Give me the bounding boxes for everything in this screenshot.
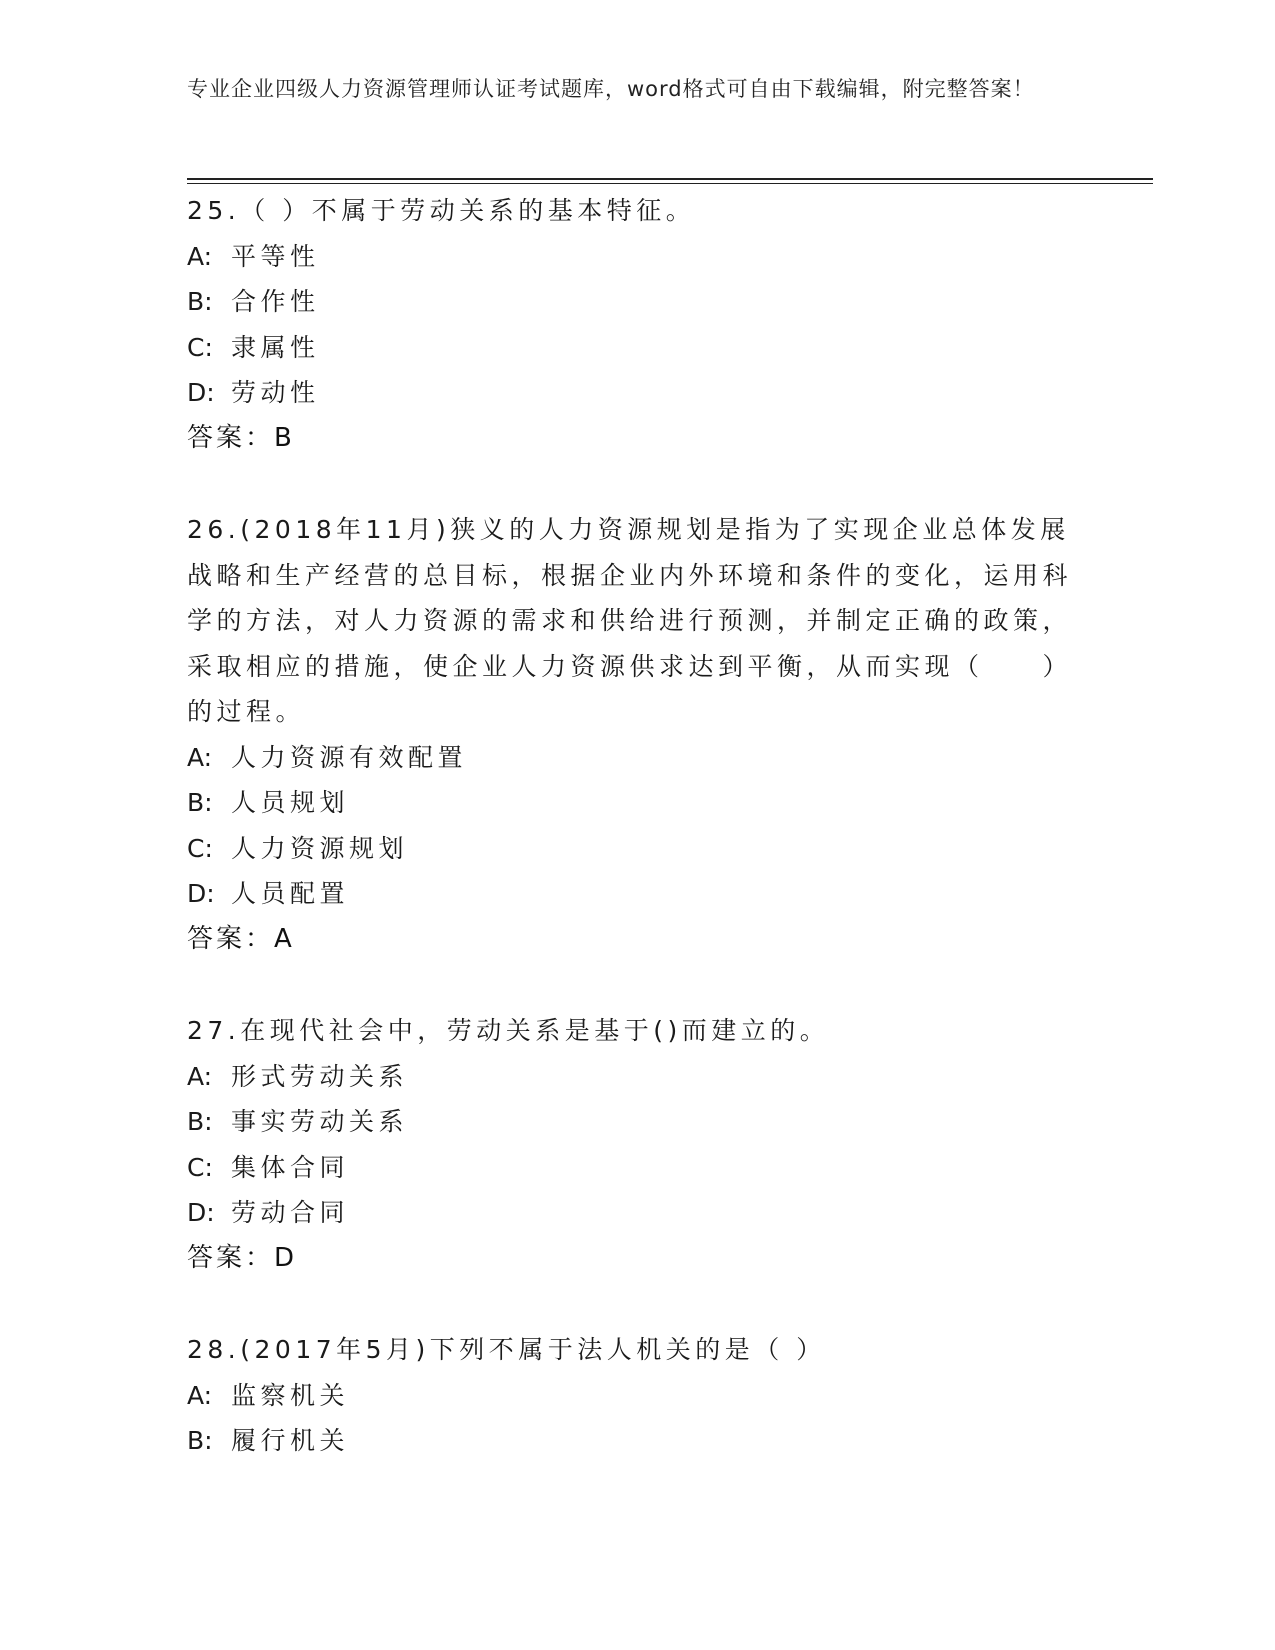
question-28 (187, 1327, 1087, 1464)
answer-line (187, 917, 1087, 963)
option-text: 隶属性 (231, 332, 320, 362)
option-text: 平等性 (231, 241, 320, 271)
option-text: 履行机关 (231, 1426, 350, 1455)
option-key: A: (187, 1061, 213, 1091)
option-key: B: (187, 1426, 213, 1455)
option-b (187, 780, 1087, 826)
option-a (187, 1054, 1087, 1100)
answer-value: B (274, 422, 292, 453)
option-key: A: (187, 742, 213, 772)
option-text: 形式劳动关系 (231, 1061, 409, 1091)
option-text: 合作性 (231, 287, 320, 316)
option-text: 事实劳动关系 (231, 1107, 409, 1136)
answer-value: A (274, 923, 292, 954)
option-key: B: (187, 788, 213, 817)
option-a (187, 234, 1087, 280)
question-26 (187, 507, 1087, 962)
option-d (187, 370, 1087, 416)
answer-value: D (274, 1242, 295, 1273)
option-key: A: (187, 241, 213, 271)
header-rule-thin (187, 183, 1153, 184)
option-b (187, 1099, 1087, 1145)
option-key: C: (187, 332, 213, 362)
option-key: C: (187, 1152, 213, 1182)
option-text: 人员规划 (231, 788, 350, 817)
option-key: B: (187, 1107, 213, 1136)
option-b (187, 279, 1087, 325)
answer-label: 答案： (187, 422, 275, 453)
option-text: 人员配置 (231, 879, 350, 908)
option-key: D: (187, 1198, 215, 1227)
option-key: D: (187, 879, 215, 908)
option-key: D: (187, 378, 215, 407)
question-27 (187, 1008, 1087, 1281)
option-a (187, 735, 1087, 781)
option-d (187, 1190, 1087, 1236)
option-text: 集体合同 (231, 1152, 350, 1182)
question-stem: 26.(2018年11月)狭义的人力资源规划是指为了实现企业总体发展战略和生产经营的总目标，根据企业内外环境和条件的变化，运用科学的方法，对人力资源的需求和供给进行预测，并制定正确的政策，采取相应的措施，使企业人力资源供求达到平衡，从而实现（ ）的过程。 (187, 515, 1073, 726)
option-c (187, 1145, 1087, 1191)
question-list (187, 188, 1087, 1510)
question-25 (187, 188, 1087, 461)
option-key: C: (187, 833, 213, 863)
option-d (187, 871, 1087, 917)
answer-line (187, 1236, 1087, 1282)
option-text: 劳动合同 (231, 1198, 350, 1227)
document-header: 专业企业四级人力资源管理师认证考试题库，word格式可自由下载编辑，附完整答案！ (187, 77, 1035, 101)
question-stem: 28.(2017年5月)下列不属于法人机关的是（ ） (187, 1335, 826, 1364)
option-c (187, 826, 1087, 872)
answer-label: 答案： (187, 1242, 275, 1273)
question-stem: 25.（ ）不属于劳动关系的基本特征。 (187, 196, 696, 225)
answer-label: 答案： (187, 923, 275, 954)
option-text: 人力资源有效配置 (231, 742, 468, 772)
option-text: 监察机关 (231, 1380, 350, 1410)
option-key: A: (187, 1380, 213, 1410)
header-rule-thick (187, 178, 1153, 180)
option-text: 人力资源规划 (231, 833, 409, 863)
option-c (187, 325, 1087, 371)
option-b (187, 1418, 1087, 1464)
option-a (187, 1373, 1087, 1419)
answer-line (187, 416, 1087, 462)
option-text: 劳动性 (231, 378, 320, 407)
option-key: B: (187, 287, 213, 316)
question-stem: 27.在现代社会中，劳动关系是基于()而建立的。 (187, 1016, 830, 1045)
